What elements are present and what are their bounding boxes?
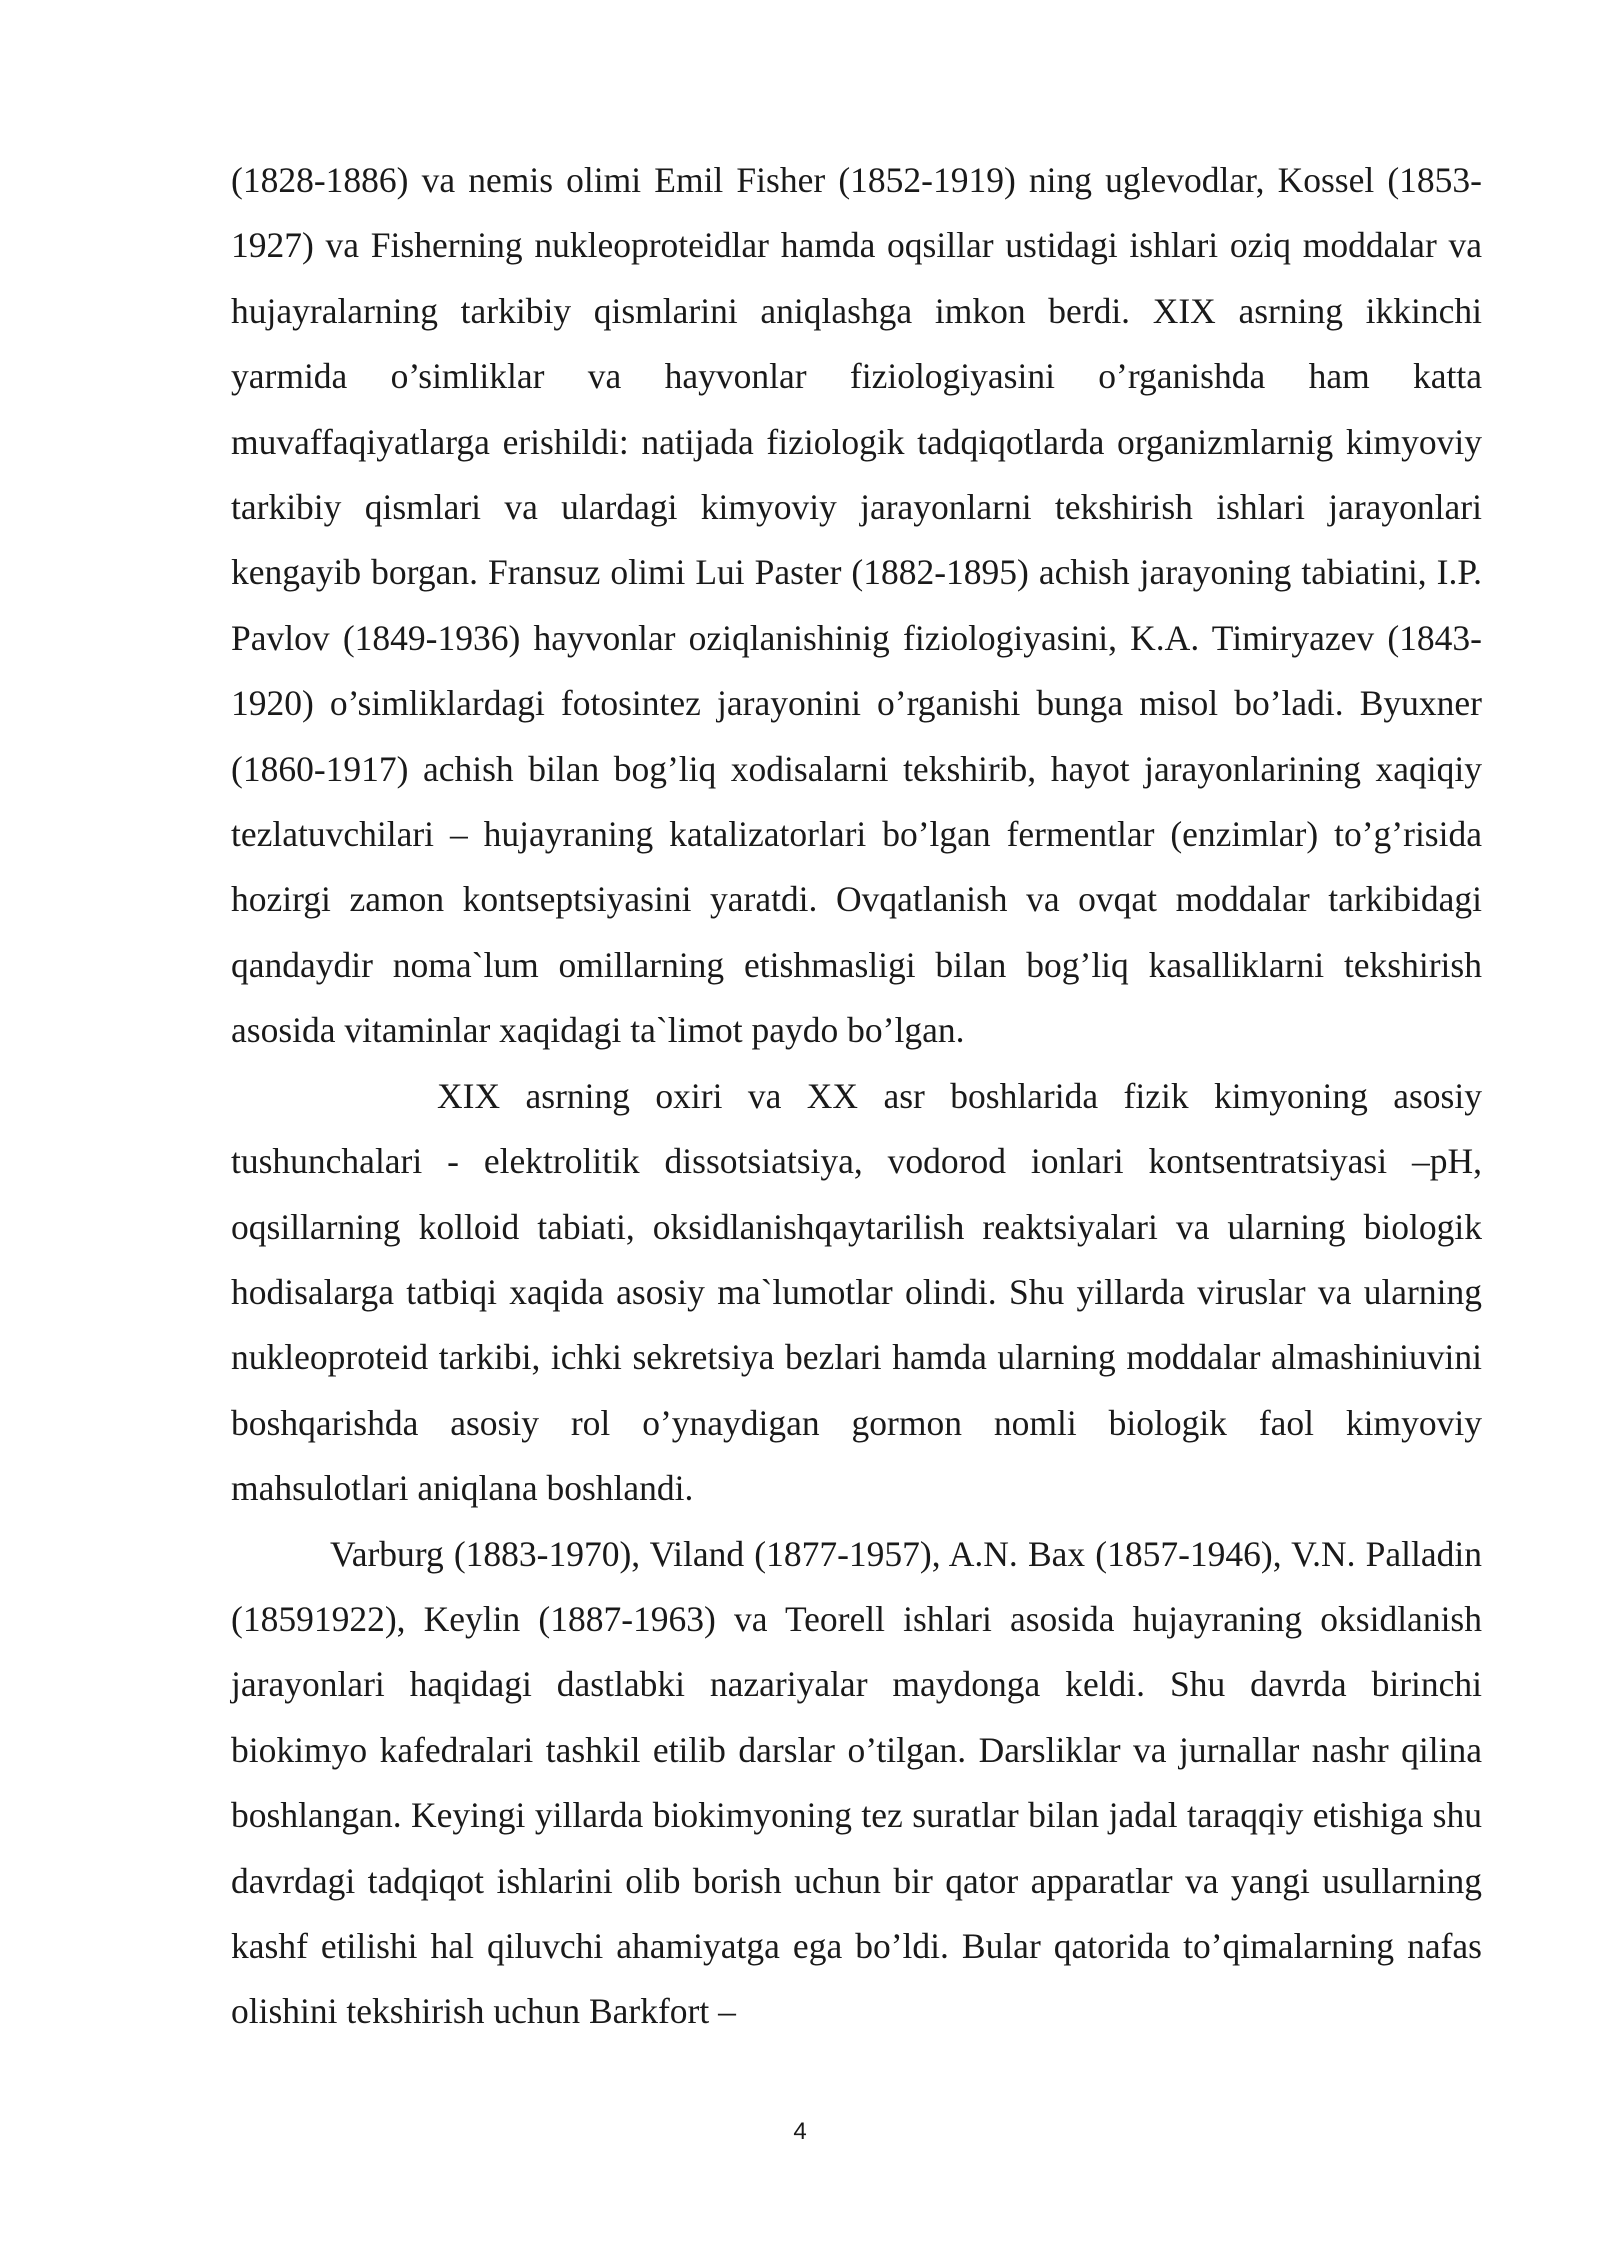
paragraph-3: Varburg (1883-1970), Viland (1877-1957), A.N. Bax (1857-1946), V.N. Palladin (18591922), Keylin (1887-1963) va Teorell ishlari asosida hujayraning oksidlanish jarayonlari haqidagi dastlabki nazariyalar maydonga keldi. Shu davrda birinchi biokimyo kafedralari tashkil etilib darslar o’tilgan. Darsliklar va jurnallar nashr qilina boshlangan. Keyingi yillarda biokimyoning tez suratlar bilan jadal taraqqiy etishiga shu davrdagi tadqiqot ishlarini olib borish uchun bir qator apparatlar va yangi usullarning kashf etilishi hal qiluvchi ahamiyatga ega bo’ldi. Bular qatorida to’qimalarning nafas olishini tekshirish uchun Barkfort – — [231, 1533, 1482, 2032]
paragraph-1: (1828-1886) va nemis olimi Emil Fisher (1852-1919) ning uglevodlar, Kossel (1853-1927) va Fisherning nukleoproteidlar hamda oqsillar ustidagi ishlari oziq moddalar va hujayralarning tarkibiy qismlarini aniqlashga imkon berdi. XIX asrning ikkinchi yarmida o’simliklar va hayvonlar fiziologiyasini o’rganishda ham katta muvaffaqiyatlarga erishildi: natijada fiziologik tadqiqotlarda organizmlarnig kimyoviy tarkibiy qismlari va ulardagi kimyoviy jarayonlarni tekshirish ishlari jarayonlari kengayib borgan. Fransuz olimi Lui Paster (1882-1895) achish jarayoning tabiatini, I.P. Pavlov (1849-1936) hayvonlar oziqlanishinig fiziologiyasini, K.A. Timiryazev (1843- 1920) o’simliklardagi fotosintez jarayonini o’rganishi bunga misol bo’ladi. Byuxner (1860-1917) achish bilan bog’liq xodisalarni tekshirib, hayot jarayonlarining xaqiqiy tezlatuvchilari – hujayraning katalizatorlari bo’lgan fermentlar (enzimlar) to’g’risida hozirgi zamon kontseptsiyasini yaratdi. Ovqatlanish va ovqat moddalar tarkibidagi qandaydir noma`lum omillarning etishmasligi bilan bog’liq kasalliklarni tekshirish asosida vitaminlar xaqidagi ta`limot paydo bo’lgan. — [231, 160, 1482, 1051]
body-text — [231, 148, 1482, 2045]
paragraph-2: XIX asrning oxiri va XX asr boshlarida fizik kimyoning asosiy tushunchalari - elektrolitik dissotsiatsiya, vodorod ionlari kontsentratsiyasi –pH, oqsillarning kolloid tabiati, oksidlanishqaytarilish reaktsiyalari va ularning biologik hodisalarga tatbiqi xaqida asosiy ma`lumotlar olindi. Shu yillarda viruslar va ularning nukleoproteid tarkibi, ichki sekretsiya bezlari hamda ularning moddalar almashiniuvini boshqarishda asosiy rol o’ynaydigan gormon nomli biologik faol kimyoviy mahsulotlari aniqlana boshlandi. — [231, 1075, 1482, 1509]
page-number: 4 — [793, 2118, 807, 2145]
